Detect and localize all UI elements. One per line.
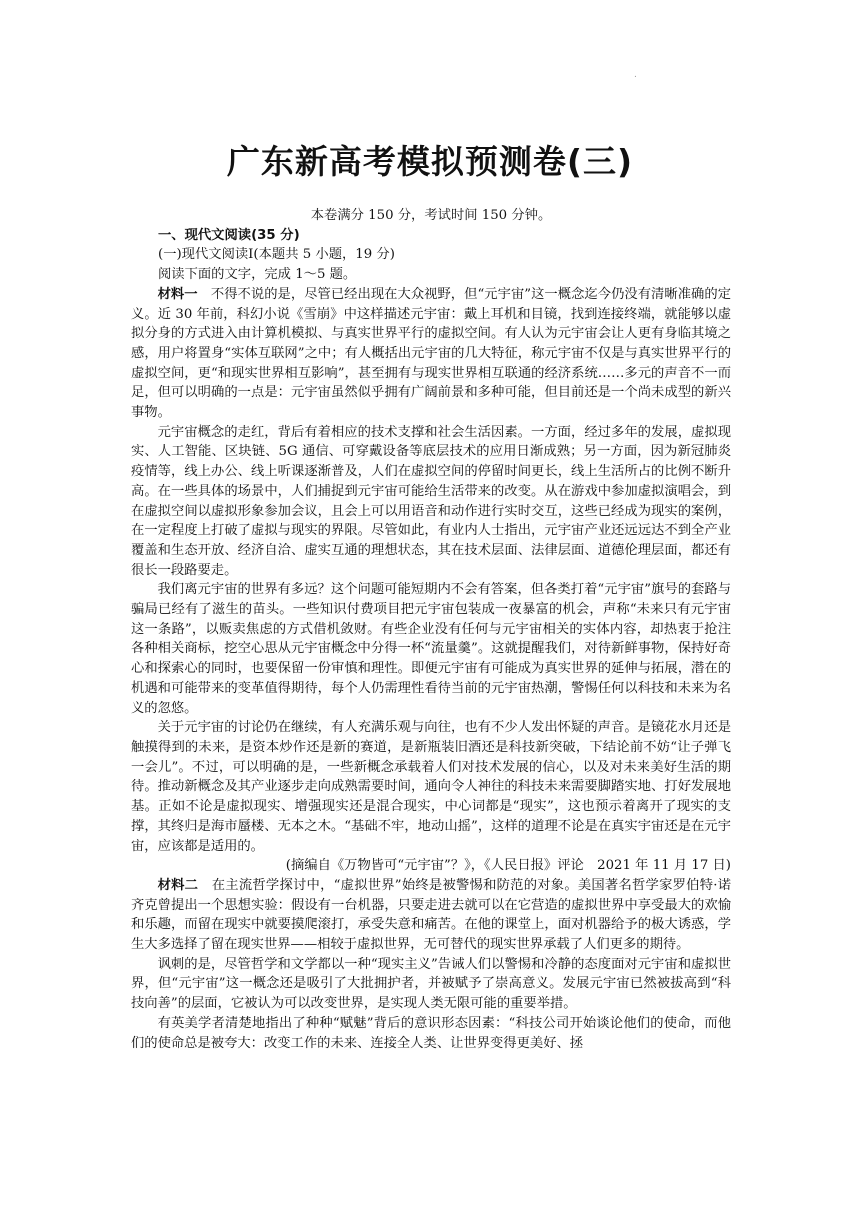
corner-mark: . — [634, 70, 637, 80]
paragraph — [131, 876, 731, 955]
instruction: 阅读下面的文字，完成 1～5 题。 — [158, 267, 357, 283]
exam-note: 本卷满分 150 分，考试时间 150 分钟。 — [310, 208, 552, 223]
paragraph: 讽刺的是，尽管哲学和文学都以一种“现实主义”告诫人们以警惕和冷静的态度面对元宇宙和虚拟世界，但“元宇宙”这一概念还是吸引了大批拥护者，并被赋予了崇高意义。发展元宇宙已然被拔高到“科技向善”的层面，它被认为可以改变世界，是实现人类无限可能的重要举措。 — [131, 956, 731, 1012]
paragraph-text: 在主流哲学探讨中，“虚拟世界”始终是被警惕和防范的对象。美国著名哲学家罗伯特·诺齐克曾提出一个思想实验：假设有一台机器，只要走进去就可以在它营造的虚拟世界中享受最大的欢愉和乐趣，而留在现实中就要摸爬滚打，承受失意和痛苦。在他的课堂上，面对机器给予的极大诱惑，学生大多选择了留在现实世界——相较于虚拟世界，无可替代的现实世界承载了人们更多的期待。 — [131, 877, 732, 953]
document-body — [131, 206, 731, 1053]
page-title: 广东新高考模拟预测卷(三) — [226, 142, 634, 181]
source-citation: (摘编自《万物皆可“元宇宙”？》，《人民日报》评论 2021 年 11 月 17 日) — [285, 858, 731, 874]
paragraph: 元宇宙概念的走红，背后有着相应的技术支撑和社会生活因素。一方面，经过多年的发展，虚拟现实、人工智能、区块链、5G 通信、可穿戴设备等底层技术的应用日渐成熟；另一方面，因为新冠肺炎疫情等，线上办公、线上听课逐渐普及，人们在虚拟空间的停留时间更长，线上生活所占的比例不断升高。在一些具体的场景中，人们捕捉到元宇宙可能给生活带来的改变。从在游戏中参加虚拟演唱会，到在虚拟空间以虚拟形象参加会议，且会上可以用语音和动作进行实时交互，这些已经成为现实的案例，在一定程度上打破了虚拟与现实的界限。尽管如此，有业内人士指出，元宇宙产业还远远达不到全产业覆盖和生态开放、经济自洽、虚实互通的理想状态，其在技术层面、法律层面、道德伦理层面，都还有很长一段路要走。 — [131, 424, 731, 578]
material-label: 材料二 — [157, 877, 199, 893]
paragraph — [131, 285, 731, 423]
section-heading: 一、现代文阅读(35 分) — [158, 227, 300, 243]
paragraph: 关于元宇宙的讨论仍在继续，有人充满乐观与向往，也有不少人发出怀疑的声音。是镜花水月还是触摸得到的未来，是资本炒作还是新的赛道，是新瓶装旧酒还是科技新突破，下结论前不妨“让子弹飞一会儿”。不过，可以明确的是，一些新概念承载着人们对技术发展的信心，以及对未来美好生活的期待。推动新概念及其产业逐步走向成熟需要时间，通向令人神往的科技未来需要脚踏实地、打好发展地基。正如不论是虚拟现实、增强现实还是混合现实，中心词都是“现实”，这也预示着离开了现实的支撑，其终归是海市蜃楼、无本之木。“基础不牢，地动山摇”，这样的道理不论是在真实宇宙还是在元宇宙，应该都是适用的。 — [131, 720, 731, 854]
subsection-heading: (一)现代文阅读Ⅰ(本题共 5 小题，19 分) — [158, 247, 395, 263]
paragraph: 有英美学者清楚地指出了种种“赋魅”背后的意识形态因素：“科技公司开始谈论他们的使命，而他们的使命总是被夸大：改变工作的未来、连接全人类、让世界变得更美好、拯 — [131, 1015, 731, 1051]
paragraph-text: 不得不说的是，尽管已经出现在大众视野，但“元宇宙”这一概念迄今仍没有清晰准确的定义。近 30 年前，科幻小说《雪崩》中这样描述元宇宙：戴上耳机和目镜，找到连接终端，就能够以虚拟分身的方式进入由计算机模拟、与真实世界平行的虚拟空间。有人认为元宇宙会让人更有身临其境之感，用户将置身“实体互联网”之中；有人概括出元宇宙的几大特征，称元宇宙不仅是与真实世界平行的虚拟空间，更“和现实世界相互影响”，甚至拥有与现实世界相互联通的经济系统……多元的声音不一而足，但可以明确的一点是：元宇宙虽然似乎拥有广阔前景和多种可能，但目前还是一个尚未成型的新兴事物。 — [131, 286, 731, 421]
paragraph: 我们离元宇宙的世界有多远？这个问题可能短期内不会有答案，但各类打着“元宇宙”旗号的套路与骗局已经有了滋生的苗头。一些知识付费项目把元宇宙包装成一夜暴富的机会，声称“未来只有元宇宙这一条路”，以贩卖焦虑的方式借机敛财。有些企业没有任何与元宇宙相关的实体内容，却热衷于抢注各种相关商标，挖空心思从元宇宙概念中分得一杯“流量羹”。这就提醒我们，对待新鲜事物，保持好奇心和探索心的同时，也要保留一份审慎和理性。即便元宇宙有可能成为真实世界的延伸与拓展，潜在的机遇和可能带来的变革值得期待，每个人仍需理性看待当前的元宇宙热潮，警惕任何以科技和未来为名义的忽悠。 — [131, 582, 731, 716]
material-label: 材料一 — [157, 286, 198, 302]
